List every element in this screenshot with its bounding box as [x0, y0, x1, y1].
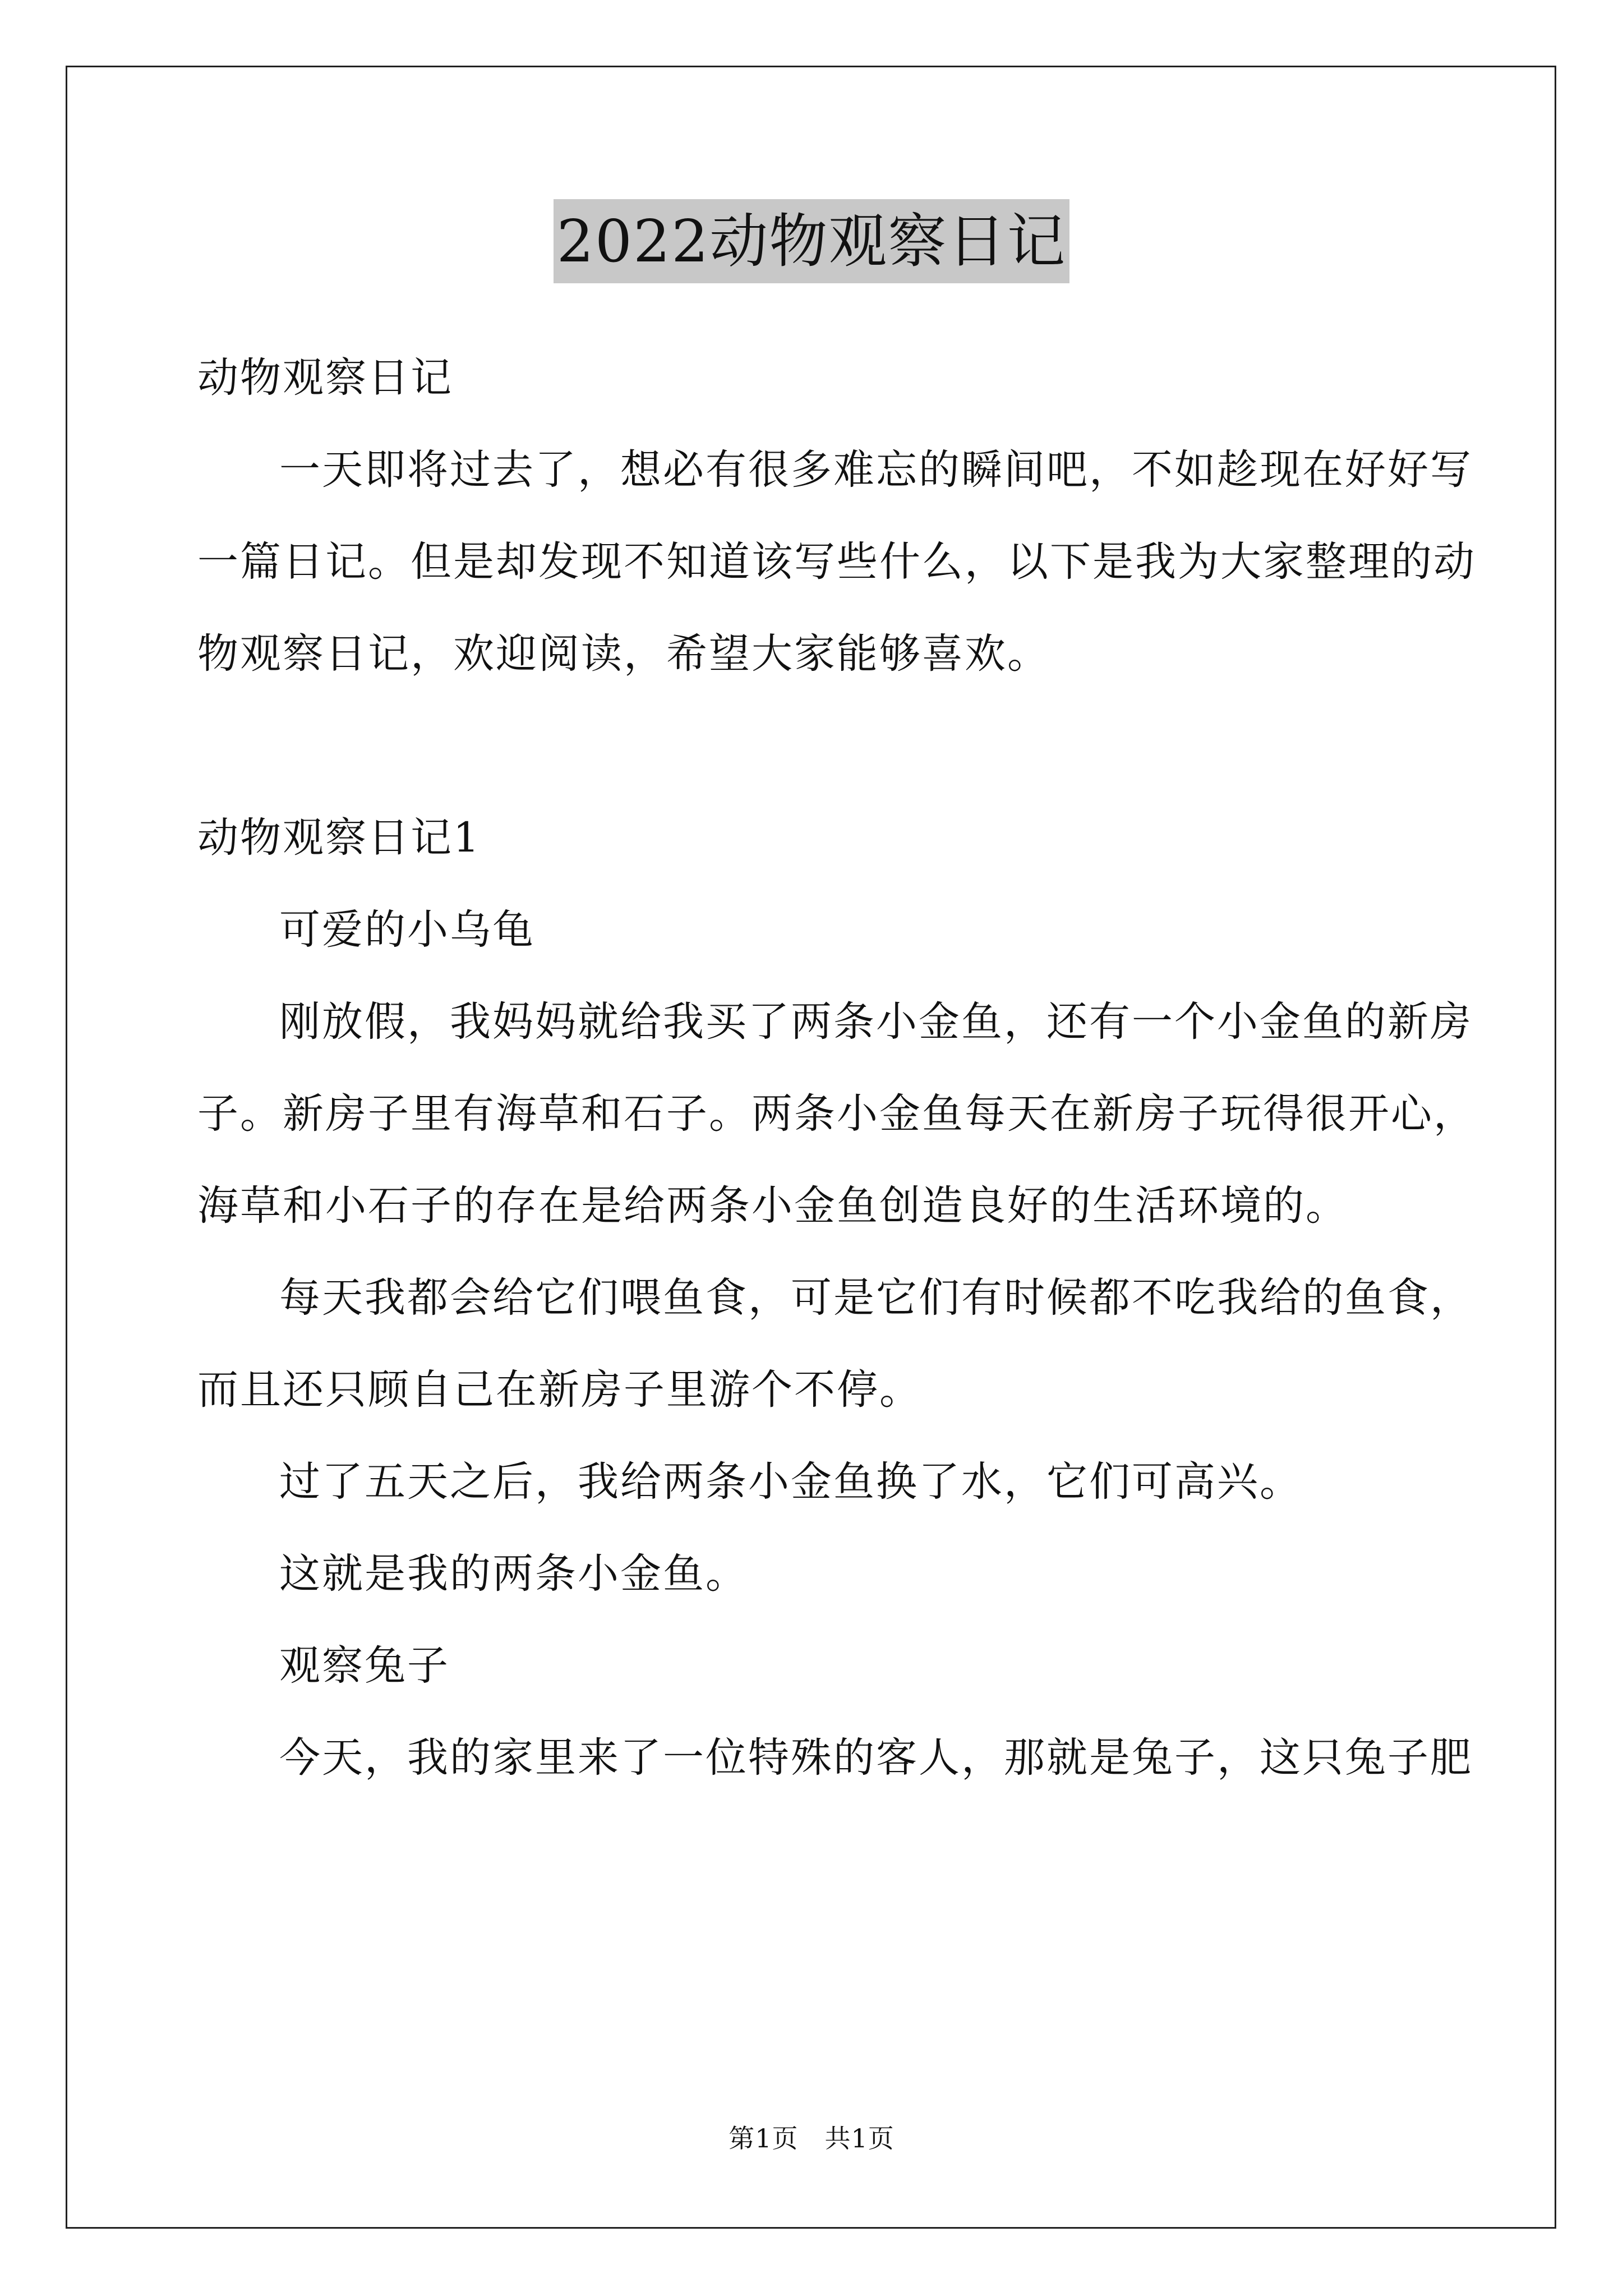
- page-footer: 第1页 共1页: [728, 2123, 895, 2154]
- text-line: 可爱的小乌龟: [279, 906, 535, 954]
- text-line: 一天即将过去了，想必有很多难忘的瞬间吧，不如趁现在好好写: [279, 446, 1473, 494]
- text-line: 过了五天之后，我给两条小金鱼换了水，它们可高兴。: [279, 1458, 1302, 1506]
- text-line: 子。新房子里有海草和石子。两条小金鱼每天在新房子玩得很开心，: [197, 1090, 1476, 1138]
- text-line: 一篇日记。但是却发现不知道该写些什么，以下是我为大家整理的动: [197, 538, 1476, 586]
- text-line: 这就是我的两条小金鱼。: [279, 1550, 748, 1598]
- title-container: [0, 199, 1623, 283]
- text-line: 物观察日记，欢迎阅读，希望大家能够喜欢。: [197, 630, 1050, 678]
- text-line: 每天我都会给它们喂鱼食，可是它们有时候都不吃我给的鱼食，: [279, 1274, 1473, 1322]
- text-line: 动物观察日记1: [197, 814, 481, 862]
- text-line: 刚放假，我妈妈就给我买了两条小金鱼，还有一个小金鱼的新房: [279, 998, 1473, 1046]
- text-line: 观察兔子: [279, 1642, 450, 1690]
- text-line: 今天，我的家里来了一位特殊的客人，那就是兔子，这只兔子肥: [279, 1734, 1473, 1782]
- blank-line: [197, 700, 1442, 792]
- document-body: [197, 332, 1476, 1804]
- document-title: 2022动物观察日记: [554, 199, 1070, 283]
- text-line: 动物观察日记: [197, 354, 453, 402]
- text-line: 海草和小石子的存在是给两条小金鱼创造良好的生活环境的。: [197, 1182, 1348, 1230]
- text-line: 而且还只顾自己在新房子里游个不停。: [197, 1366, 922, 1414]
